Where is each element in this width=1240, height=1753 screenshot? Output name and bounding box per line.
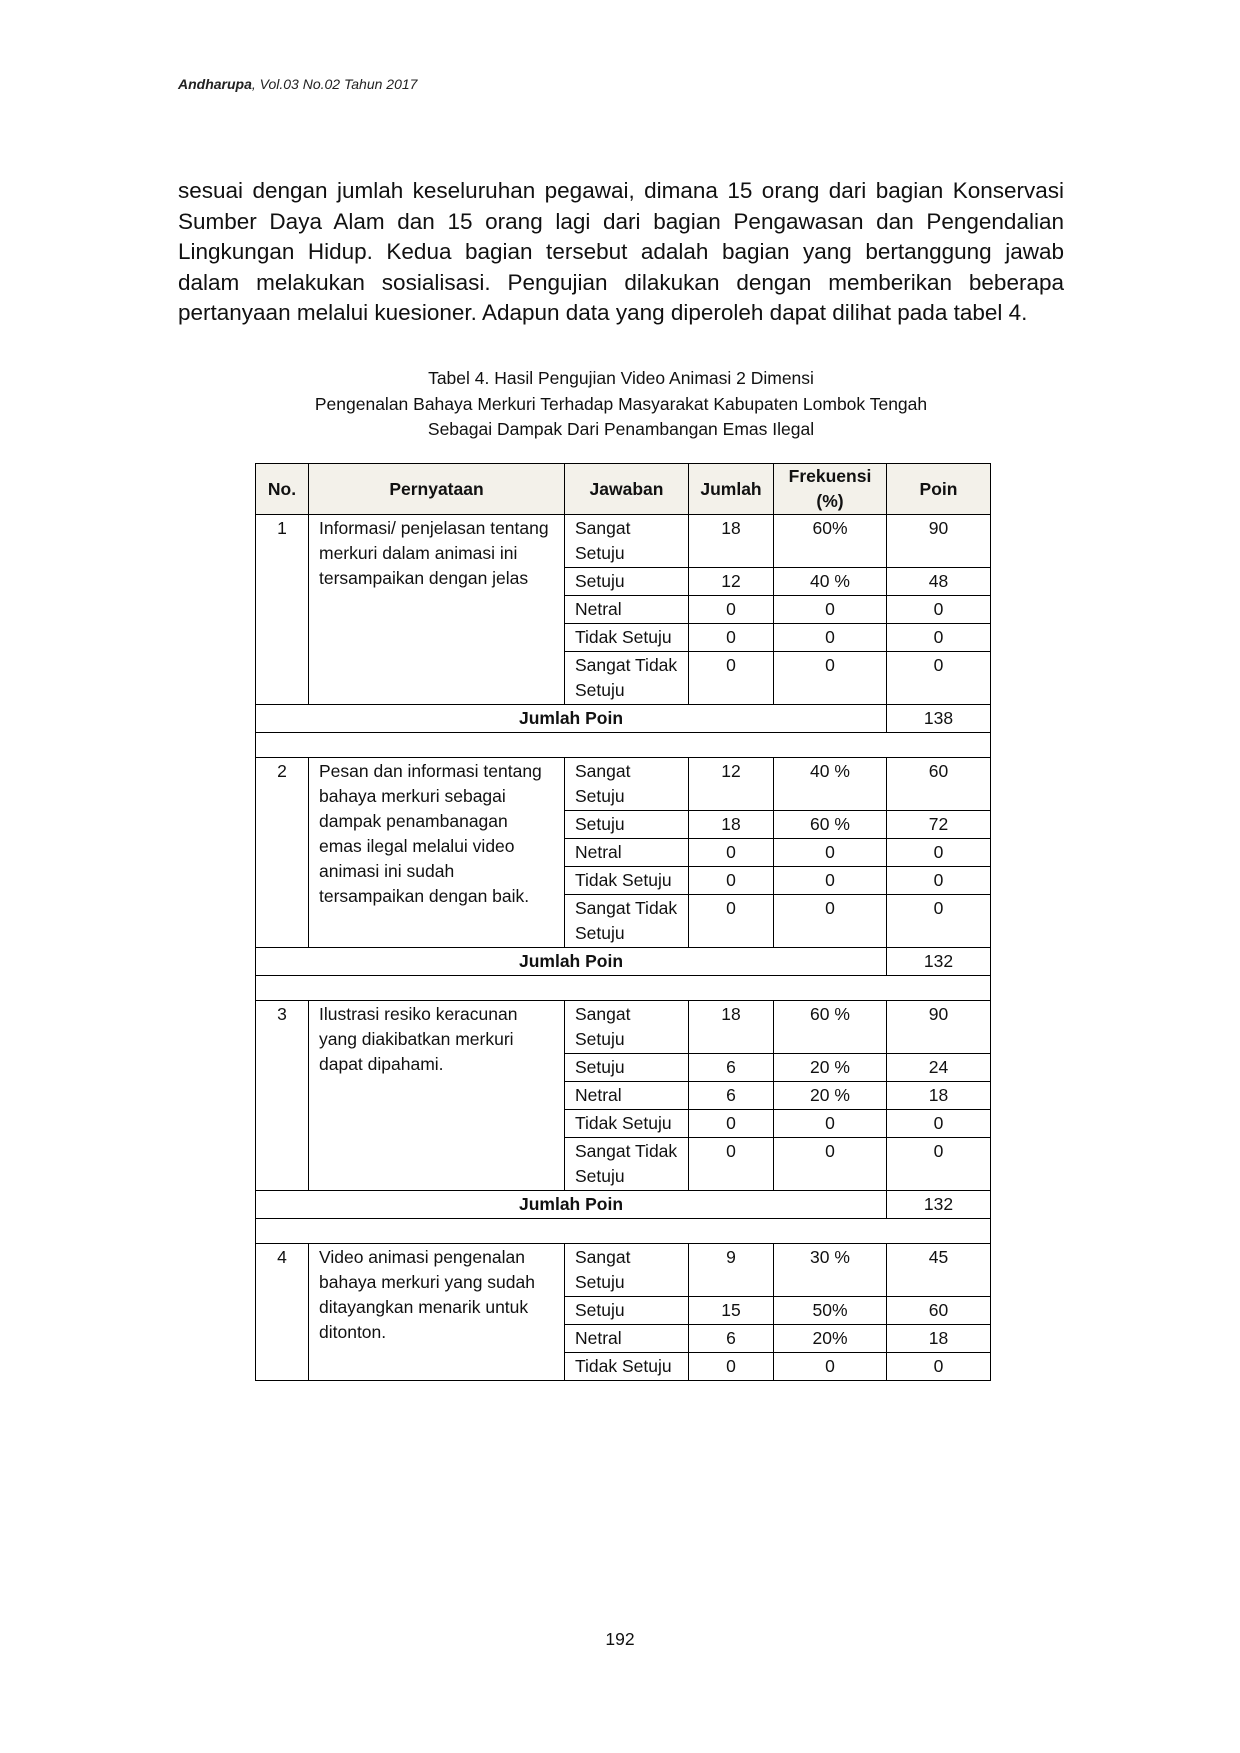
cell-frekuensi: 0 xyxy=(774,867,887,895)
header-pernyataan: Pernyataan xyxy=(309,464,565,515)
running-header xyxy=(178,76,417,92)
cell-frekuensi: 60 % xyxy=(774,1001,887,1054)
cell-jumlah: 12 xyxy=(689,568,774,596)
cell-poin: 0 xyxy=(887,895,991,948)
cell-no: 1 xyxy=(256,515,309,705)
cell-poin: 90 xyxy=(887,515,991,568)
cell-statement: Ilustrasi resiko keracunan yang diakibatkan merkuri dapat dipahami. xyxy=(309,1001,565,1191)
cell-frekuensi: 20 % xyxy=(774,1082,887,1110)
cell-poin: 0 xyxy=(887,596,991,624)
cell-frekuensi: 0 xyxy=(774,1138,887,1191)
cell-no: 2 xyxy=(256,758,309,948)
cell-answer: Setuju xyxy=(565,1297,689,1325)
table-header-row xyxy=(256,464,991,515)
header-frekuensi xyxy=(774,464,887,515)
cell-statement: Pesan dan informasi tentang bahaya merkuri sebagai dampak penambanagan emas ilegal melalui video animasi ini sudah tersampaikan dengan baik. xyxy=(309,758,565,948)
sum-row xyxy=(256,1191,991,1219)
sum-label: Jumlah Poin xyxy=(256,948,887,976)
cell-poin: 24 xyxy=(887,1054,991,1082)
cell-frekuensi: 0 xyxy=(774,1110,887,1138)
cell-frekuensi: 0 xyxy=(774,624,887,652)
cell-jumlah: 0 xyxy=(689,624,774,652)
spacer-row xyxy=(256,1219,991,1244)
cell-statement: Video animasi pengenalan bahaya merkuri yang sudah ditayangkan menarik untuk ditonton. xyxy=(309,1244,565,1381)
journal-name: Andharupa xyxy=(178,76,252,92)
cell-answer: Netral xyxy=(565,596,689,624)
cell-jumlah: 18 xyxy=(689,811,774,839)
header-poin: Poin xyxy=(887,464,991,515)
sum-value: 132 xyxy=(887,948,991,976)
cell-frekuensi: 20 % xyxy=(774,1054,887,1082)
cell-jumlah: 6 xyxy=(689,1082,774,1110)
table-row xyxy=(256,758,991,811)
spacer-cell xyxy=(256,976,991,1001)
cell-answer: Tidak Setuju xyxy=(565,624,689,652)
header-jumlah: Jumlah xyxy=(689,464,774,515)
sum-row xyxy=(256,948,991,976)
cell-answer: Sangat Setuju xyxy=(565,1244,689,1297)
cell-answer: Sangat Tidak Setuju xyxy=(565,652,689,705)
cell-answer: Sangat Tidak Setuju xyxy=(565,1138,689,1191)
cell-jumlah: 18 xyxy=(689,515,774,568)
cell-answer: Netral xyxy=(565,839,689,867)
cell-answer: Netral xyxy=(565,1325,689,1353)
table-row xyxy=(256,1244,991,1297)
caption-line-3: Sebagai Dampak Dari Penambangan Emas Ilegal xyxy=(427,419,815,439)
header-no: No. xyxy=(256,464,309,515)
results-table xyxy=(255,463,991,1381)
cell-poin: 0 xyxy=(887,1110,991,1138)
cell-answer: Sangat Setuju xyxy=(565,1001,689,1054)
cell-answer: Tidak Setuju xyxy=(565,1110,689,1138)
sum-row xyxy=(256,705,991,733)
cell-jumlah: 12 xyxy=(689,758,774,811)
caption-line-2: Pengenalan Bahaya Merkuri Terhadap Masyarakat Kabupaten Lombok Tengah xyxy=(314,393,928,414)
sum-value: 132 xyxy=(887,1191,991,1219)
cell-answer: Setuju xyxy=(565,568,689,596)
cell-answer: Tidak Setuju xyxy=(565,1353,689,1381)
cell-statement: Informasi/ penjelasan tentang merkuri dalam animasi ini tersampaikan dengan jelas xyxy=(309,515,565,705)
cell-jumlah: 0 xyxy=(689,867,774,895)
cell-poin: 45 xyxy=(887,1244,991,1297)
cell-jumlah: 0 xyxy=(689,1353,774,1381)
cell-frekuensi: 40 % xyxy=(774,758,887,811)
cell-poin: 0 xyxy=(887,867,991,895)
table-row xyxy=(256,1001,991,1054)
cell-frekuensi: 0 xyxy=(774,839,887,867)
spacer-cell xyxy=(256,1219,991,1244)
sum-label: Jumlah Poin xyxy=(256,1191,887,1219)
cell-frekuensi: 30 % xyxy=(774,1244,887,1297)
cell-frekuensi: 50% xyxy=(774,1297,887,1325)
spacer-row xyxy=(256,976,991,1001)
cell-jumlah: 18 xyxy=(689,1001,774,1054)
cell-poin: 90 xyxy=(887,1001,991,1054)
cell-jumlah: 0 xyxy=(689,652,774,705)
cell-answer: Setuju xyxy=(565,1054,689,1082)
cell-jumlah: 0 xyxy=(689,1110,774,1138)
header-frekuensi-unit: (%) xyxy=(816,491,844,511)
cell-answer: Sangat Setuju xyxy=(565,515,689,568)
cell-jumlah: 0 xyxy=(689,895,774,948)
cell-frekuensi: 20% xyxy=(774,1325,887,1353)
cell-frekuensi: 0 xyxy=(774,895,887,948)
cell-poin: 0 xyxy=(887,1138,991,1191)
header-jawaban: Jawaban xyxy=(565,464,689,515)
cell-poin: 0 xyxy=(887,839,991,867)
cell-jumlah: 6 xyxy=(689,1054,774,1082)
cell-jumlah: 9 xyxy=(689,1244,774,1297)
body-paragraph: sesuai dengan jumlah keseluruhan pegawai, dimana 15 orang dari bagian Konservasi Sumber Daya Alam dan 15 orang lagi dari bagian Pengawasan dan Pengendalian Lingkungan Hidup. Kedua bagian tersebut adalah bagian yang bertanggung jawab dalam melakukan sosialisasi. Pengujian dilakukan dengan memberikan beberapa pertanyaan melalui kuesioner. Adapun data yang diperoleh dapat dilihat pada tabel 4. xyxy=(178,178,1064,325)
journal-volume: , Vol.03 No.02 Tahun 2017 xyxy=(251,76,418,92)
spacer-row xyxy=(256,733,991,758)
cell-frekuensi: 0 xyxy=(774,596,887,624)
page-number: 192 xyxy=(605,1629,635,1649)
table-body xyxy=(256,515,991,1381)
cell-jumlah: 0 xyxy=(689,596,774,624)
table-caption xyxy=(178,366,1064,443)
cell-poin: 72 xyxy=(887,811,991,839)
cell-poin: 48 xyxy=(887,568,991,596)
cell-frekuensi: 60% xyxy=(774,515,887,568)
cell-jumlah: 0 xyxy=(689,1138,774,1191)
cell-poin: 0 xyxy=(887,652,991,705)
cell-frekuensi: 0 xyxy=(774,1353,887,1381)
cell-answer: Tidak Setuju xyxy=(565,867,689,895)
cell-jumlah: 0 xyxy=(689,839,774,867)
cell-answer: Sangat Setuju xyxy=(565,758,689,811)
cell-no: 3 xyxy=(256,1001,309,1191)
cell-poin: 18 xyxy=(887,1082,991,1110)
cell-jumlah: 15 xyxy=(689,1297,774,1325)
cell-frekuensi: 60 % xyxy=(774,811,887,839)
spacer-cell xyxy=(256,733,991,758)
table-row xyxy=(256,515,991,568)
cell-jumlah: 6 xyxy=(689,1325,774,1353)
caption-line-1: Tabel 4. Hasil Pengujian Video Animasi 2 Dimensi xyxy=(428,368,814,388)
cell-no: 4 xyxy=(256,1244,309,1381)
sum-value: 138 xyxy=(887,705,991,733)
cell-frekuensi: 0 xyxy=(774,652,887,705)
cell-poin: 0 xyxy=(887,624,991,652)
cell-poin: 0 xyxy=(887,1353,991,1381)
header-frekuensi-label: Frekuensi xyxy=(788,466,872,486)
cell-poin: 18 xyxy=(887,1325,991,1353)
cell-answer: Setuju xyxy=(565,811,689,839)
cell-frekuensi: 40 % xyxy=(774,568,887,596)
cell-answer: Netral xyxy=(565,1082,689,1110)
cell-poin: 60 xyxy=(887,758,991,811)
cell-poin: 60 xyxy=(887,1297,991,1325)
sum-label: Jumlah Poin xyxy=(256,705,887,733)
cell-answer: Sangat Tidak Setuju xyxy=(565,895,689,948)
